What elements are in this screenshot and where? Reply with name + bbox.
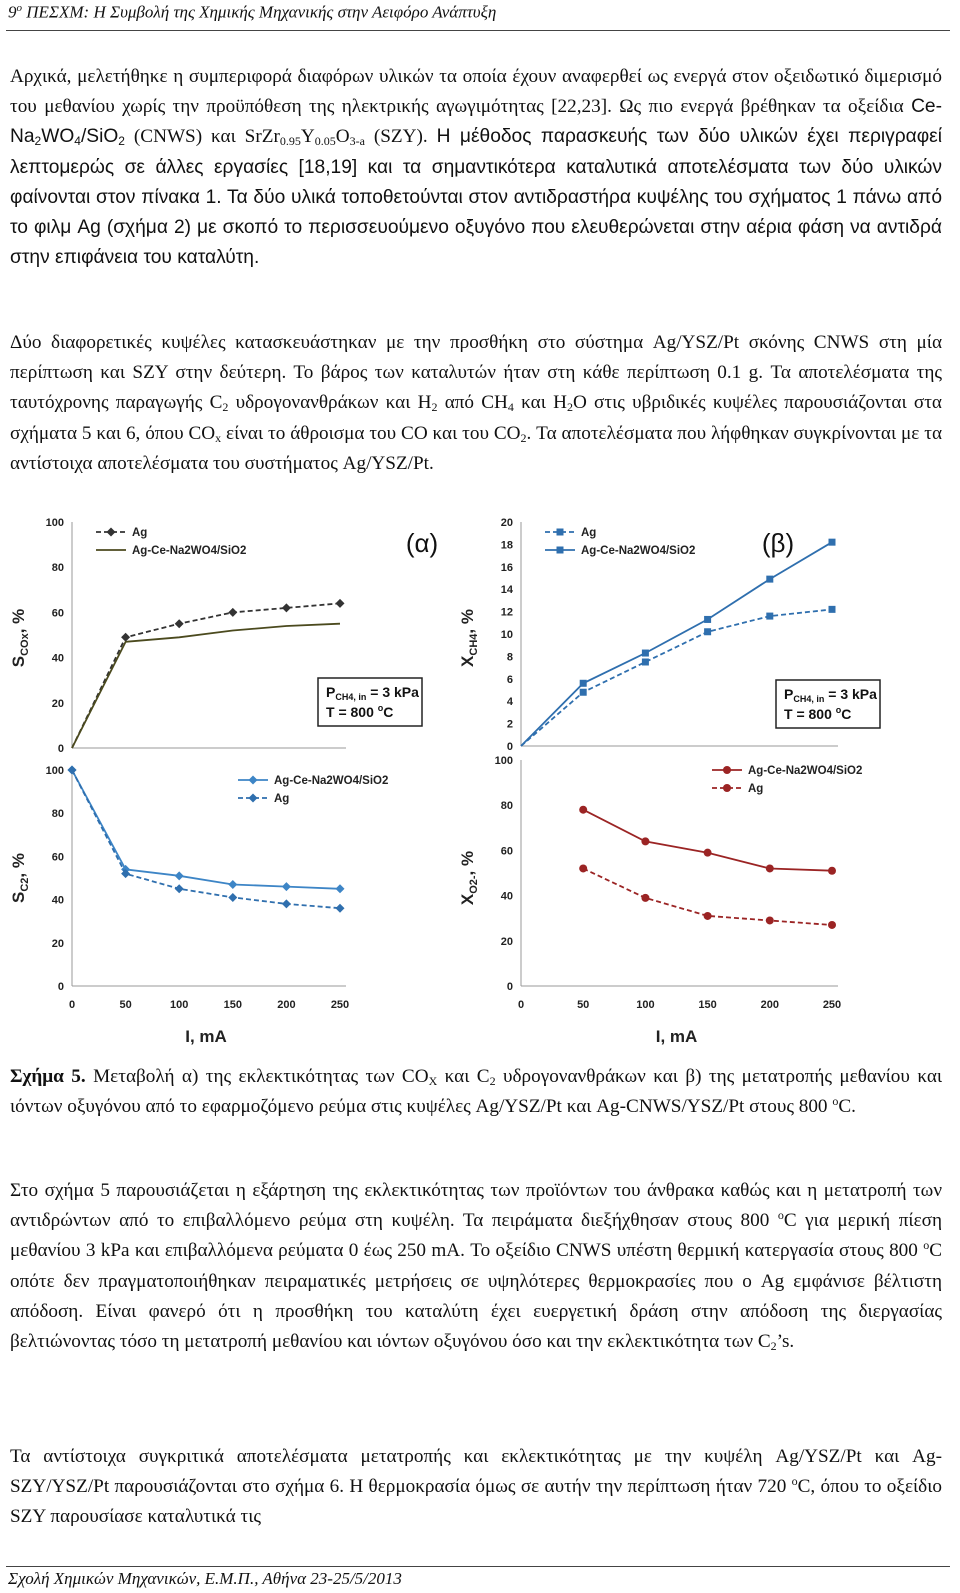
y-tick-label: 40 bbox=[500, 890, 513, 903]
x-tick-label: 200 bbox=[760, 999, 779, 1011]
data-point bbox=[228, 608, 237, 617]
data-point bbox=[68, 766, 77, 775]
x-tick-label: 0 bbox=[68, 999, 76, 1011]
y-tick-label: 0 bbox=[57, 981, 64, 993]
chart-conversion-o2 bbox=[458, 755, 862, 1046]
legend-marker bbox=[249, 776, 258, 785]
data-point bbox=[828, 921, 836, 929]
conditions-pressure: $P_{CH4, in} = 3$ kPa bbox=[784, 686, 877, 704]
series-line-0 bbox=[583, 810, 832, 871]
data-point bbox=[121, 633, 130, 642]
legend-label: Ag bbox=[581, 527, 597, 539]
y-tick-label: 6 bbox=[506, 673, 513, 686]
legend-label: Ag-Ce-Na2WO4/SiO2 bbox=[274, 775, 389, 787]
x-tick-label: 50 bbox=[577, 999, 590, 1011]
y-tick-label: 0 bbox=[506, 741, 513, 753]
paragraph-discussion: Στο σχήμα 5 παρουσιάζεται η εξάρτηση της εκλεκτικότητας των προϊόντων του άνθρακα καθώς και η μετατροπή των αντιδρώντων από το επιβαλλόμενο ρεύμα στη κυψέλη. Τα πειράματα διεξήχθησαν στους 800 $^o$C για μερική πίεση μεθανίου 3 kPa και επιβαλλόμενα ρεύματα 0 έως 250 mA. Το οξείδιο CNWS υπέστη θερμική κατεργασία στους 800 $^o$C οπότε δεν πραγματοποιήθηκαν πειραματικές μετρήσεις σε υψηλότερες θερμοκρασίες που ο Ag εμφάνισε βέλτιστη απόδοση. Είναι φανερό ότι η προσθήκη του καταλύτη έχει ευεργετική δράση στην απόδοση της διεργασίας βελτιώνοντας τόσο τη μετατροπή μεθανίου και ιόντων οξυγόνου όσο και την εκλεκτικότητα των $C_2’s$. bbox=[10, 1180, 943, 1354]
legend-marker bbox=[557, 547, 564, 554]
legend-label: Ag-Ce-Na2WO4/SiO2 bbox=[132, 545, 247, 557]
y-tick-label: 80 bbox=[51, 562, 64, 575]
legend-label: Ag-Ce-Na2WO4/SiO2 bbox=[581, 545, 696, 557]
data-point bbox=[641, 837, 649, 845]
data-point bbox=[228, 893, 237, 902]
data-point bbox=[766, 916, 774, 924]
data-point bbox=[282, 882, 291, 891]
data-point bbox=[704, 912, 712, 920]
x-tick-label: 100 bbox=[636, 999, 655, 1011]
data-point bbox=[642, 659, 649, 666]
data-point bbox=[336, 884, 345, 893]
page-footer: Σχολή Χημικών Μηχανικών, Ε.Μ.Π., Αθήνα 23-25/5/2013 bbox=[8, 1569, 402, 1588]
data-point bbox=[175, 619, 184, 628]
legend-label: Ag bbox=[748, 783, 764, 795]
y-tick-label: 14 bbox=[500, 584, 513, 597]
y-axis-label: $X_{CH4}$, % bbox=[458, 609, 480, 667]
series-line-1 bbox=[72, 624, 340, 748]
data-point bbox=[829, 539, 836, 546]
figure-5 bbox=[0, 508, 960, 1048]
legend-label: Ag bbox=[274, 793, 290, 805]
legend-label: Ag bbox=[132, 527, 148, 539]
x-tick-label: 100 bbox=[170, 999, 189, 1011]
x-axis-label: I, mA bbox=[655, 1027, 698, 1046]
data-point bbox=[336, 904, 345, 913]
paragraph-intro: Αρχικά, μελετήθηκε η συμπεριφορά διαφόρων υλικών τα οποία έχουν αναφερθεί ως ενεργά στον οξειδωτικό διμερισμό του μεθανίου χωρίς την προϋπόθεση της ηλεκτρικής αγωγιμότητας [22,23]. Ως πιο ενεργά βρέθηκαν τα οξείδια $Ce-Na_2WO_4/SiO_2$ (CNWS) και $SrZr_{0.95}Y_{0.05}O_{3-a}$ (SZY). Η μέθοδος παρασκευής των δύο υλικών έχει περιγραφεί λεπτομερώς σε άλλες εργασίες [18,19] και τα σημαντικότερα καταλυτικά αποτελέσματα των δύο υλικών φαίνονται στον πίνακα 1. Τα δύο υλικά τοποθετούνται στον αντιδραστήρα κυψέλης του σχήματος 1 πάνω από το φιλμ Ag (σχήμα 2) με σκοπό το περισσευούμενο οξυγόνο που ελευθερώνεται στην αέρια φάση να αντιδρά στην επιφάνεια του καταλύτη. bbox=[10, 66, 942, 269]
legend-marker bbox=[723, 784, 731, 792]
y-tick-label: 80 bbox=[51, 808, 64, 821]
data-point bbox=[580, 689, 587, 696]
data-point bbox=[641, 894, 649, 902]
y-tick-label: 40 bbox=[51, 652, 64, 665]
y-tick-label: 2 bbox=[506, 718, 513, 731]
x-tick-label: 0 bbox=[517, 999, 525, 1011]
data-point bbox=[175, 884, 184, 893]
series-line-0 bbox=[72, 770, 340, 889]
y-tick-label: 60 bbox=[500, 845, 513, 858]
paragraph-comparison: Τα αντίστοιχα συγκριτικά αποτελέσματα μετατροπής και εκλεκτικότητας με την κυψέλη Ag/YSZ/Pt και Ag-SZY/YSZ/Pt παρουσιάζονται στο σχήμα 6. Η θερμοκρασία όμως σε αυτήν την περίπτωση ήταν 720 $^o$C, όπου το οξείδιο SZY παρουσίασε καταλυτικά τις bbox=[10, 1446, 942, 1528]
x-tick-label: 150 bbox=[223, 999, 242, 1011]
chart-selectivity-c2 bbox=[9, 765, 388, 1046]
figure-caption: Σχήμα 5. Μεταβολή α) της εκλεκτικότητας των $CO_X$ και $C_2$ υδρογονανθράκων και β) της μετατροπής μεθανίου και ιόντων οξυγόνου από το εφαρμοζόμενο ρεύμα στις κυψέλες Ag/YSZ/Pt και Ag-CNWS/YSZ/Pt στους 800 $^o$C. bbox=[10, 1066, 943, 1118]
legend-marker bbox=[249, 794, 258, 803]
data-point bbox=[829, 606, 836, 613]
y-tick-label: 8 bbox=[506, 651, 513, 664]
y-axis-label: $S_{COx}$, % bbox=[9, 608, 31, 668]
data-point bbox=[704, 849, 712, 857]
data-point bbox=[766, 864, 774, 872]
x-tick-label: 250 bbox=[330, 999, 350, 1011]
conditions-pressure: $P_{CH4, in} = 3$ kPa bbox=[326, 684, 419, 702]
y-tick-label: 12 bbox=[500, 606, 513, 619]
y-tick-label: 10 bbox=[500, 629, 513, 641]
data-point bbox=[175, 871, 184, 880]
x-tick-label: 200 bbox=[277, 999, 296, 1011]
data-point bbox=[580, 680, 587, 687]
data-point bbox=[704, 616, 711, 623]
x-tick-label: 250 bbox=[822, 999, 842, 1011]
y-tick-label: 20 bbox=[51, 937, 64, 950]
page-header: $9^o$ ΠΕΣΧΜ: Η Συμβολή της Χημικής Μηχανικής στην Αειφόρο Ανάπτυξη bbox=[8, 2, 497, 22]
legend-marker bbox=[723, 766, 731, 774]
panel-label: (β) bbox=[761, 528, 795, 558]
y-tick-label: 4 bbox=[506, 696, 513, 709]
y-tick-label: 18 bbox=[500, 539, 513, 552]
y-tick-label: 60 bbox=[51, 851, 64, 864]
footer-divider bbox=[6, 1566, 950, 1567]
paragraph-cells: Δύο διαφορετικές κυψέλες κατασκευάστηκαν με την προσθήκη στο σύστημα Ag/YSZ/Pt σκόνης CNWS στη μία περίπτωση και SZY στην δεύτερη. Το βάρος των καταλυτών ήταν στη κάθε περίπτωση 0.1 g. Τα αποτελέσματα της ταυτόχρονης παραγωγής $C_2$ υδρογονανθράκων και $H_2$ από $CH_4$ και $H_2O$ στις υβριδικές κυψέλες παρουσιάζονται στα σχήματα 5 και 6, όπου $CO_x$ είναι το άθροισμα του CO και του $CO_2$. Τα αποτελέσματα που λήφθηκαν συγκρίνονται με τα αντίστοιχα αποτελέσματα του συστήματος Ag/YSZ/Pt. bbox=[10, 332, 943, 474]
x-axis-label: I, mA bbox=[185, 1027, 227, 1046]
y-axis-label: $S_{C2}$, % bbox=[9, 853, 31, 903]
chart-selectivity-cox bbox=[9, 517, 438, 755]
data-point bbox=[828, 867, 836, 875]
y-tick-label: 0 bbox=[506, 981, 513, 993]
conditions-temperature: T = 800 $^o$C bbox=[326, 703, 394, 720]
data-point bbox=[704, 628, 711, 635]
y-tick-label: 100 bbox=[494, 755, 513, 767]
y-axis-label: $X_{O2-}$, % bbox=[458, 850, 480, 906]
y-tick-label: 60 bbox=[51, 607, 64, 620]
data-point bbox=[579, 806, 587, 814]
chart-conversion-ch4 bbox=[458, 517, 880, 753]
y-tick-label: 0 bbox=[57, 743, 64, 755]
data-point bbox=[282, 603, 291, 612]
data-point bbox=[579, 864, 587, 872]
legend-marker bbox=[107, 528, 116, 537]
data-point bbox=[336, 599, 345, 608]
legend-marker bbox=[557, 529, 564, 536]
y-tick-label: 16 bbox=[500, 561, 513, 574]
legend-label: Ag-Ce-Na2WO4/SiO2 bbox=[748, 765, 863, 777]
data-point bbox=[282, 899, 291, 908]
x-tick-label: 50 bbox=[119, 999, 132, 1011]
data-point bbox=[642, 650, 649, 657]
y-tick-label: 20 bbox=[51, 697, 64, 710]
y-tick-label: 80 bbox=[500, 800, 513, 813]
conditions-temperature: T = 800 $^o$C bbox=[784, 705, 852, 722]
data-point bbox=[228, 880, 237, 889]
header-divider bbox=[6, 30, 950, 31]
y-tick-label: 20 bbox=[500, 935, 513, 948]
y-tick-label: 20 bbox=[500, 517, 513, 529]
data-point bbox=[766, 613, 773, 620]
x-tick-label: 150 bbox=[698, 999, 717, 1011]
y-tick-label: 40 bbox=[51, 894, 64, 907]
panel-label: (α) bbox=[405, 528, 439, 558]
y-tick-label: 100 bbox=[45, 517, 64, 529]
data-point bbox=[766, 576, 773, 583]
y-tick-label: 100 bbox=[45, 765, 64, 777]
